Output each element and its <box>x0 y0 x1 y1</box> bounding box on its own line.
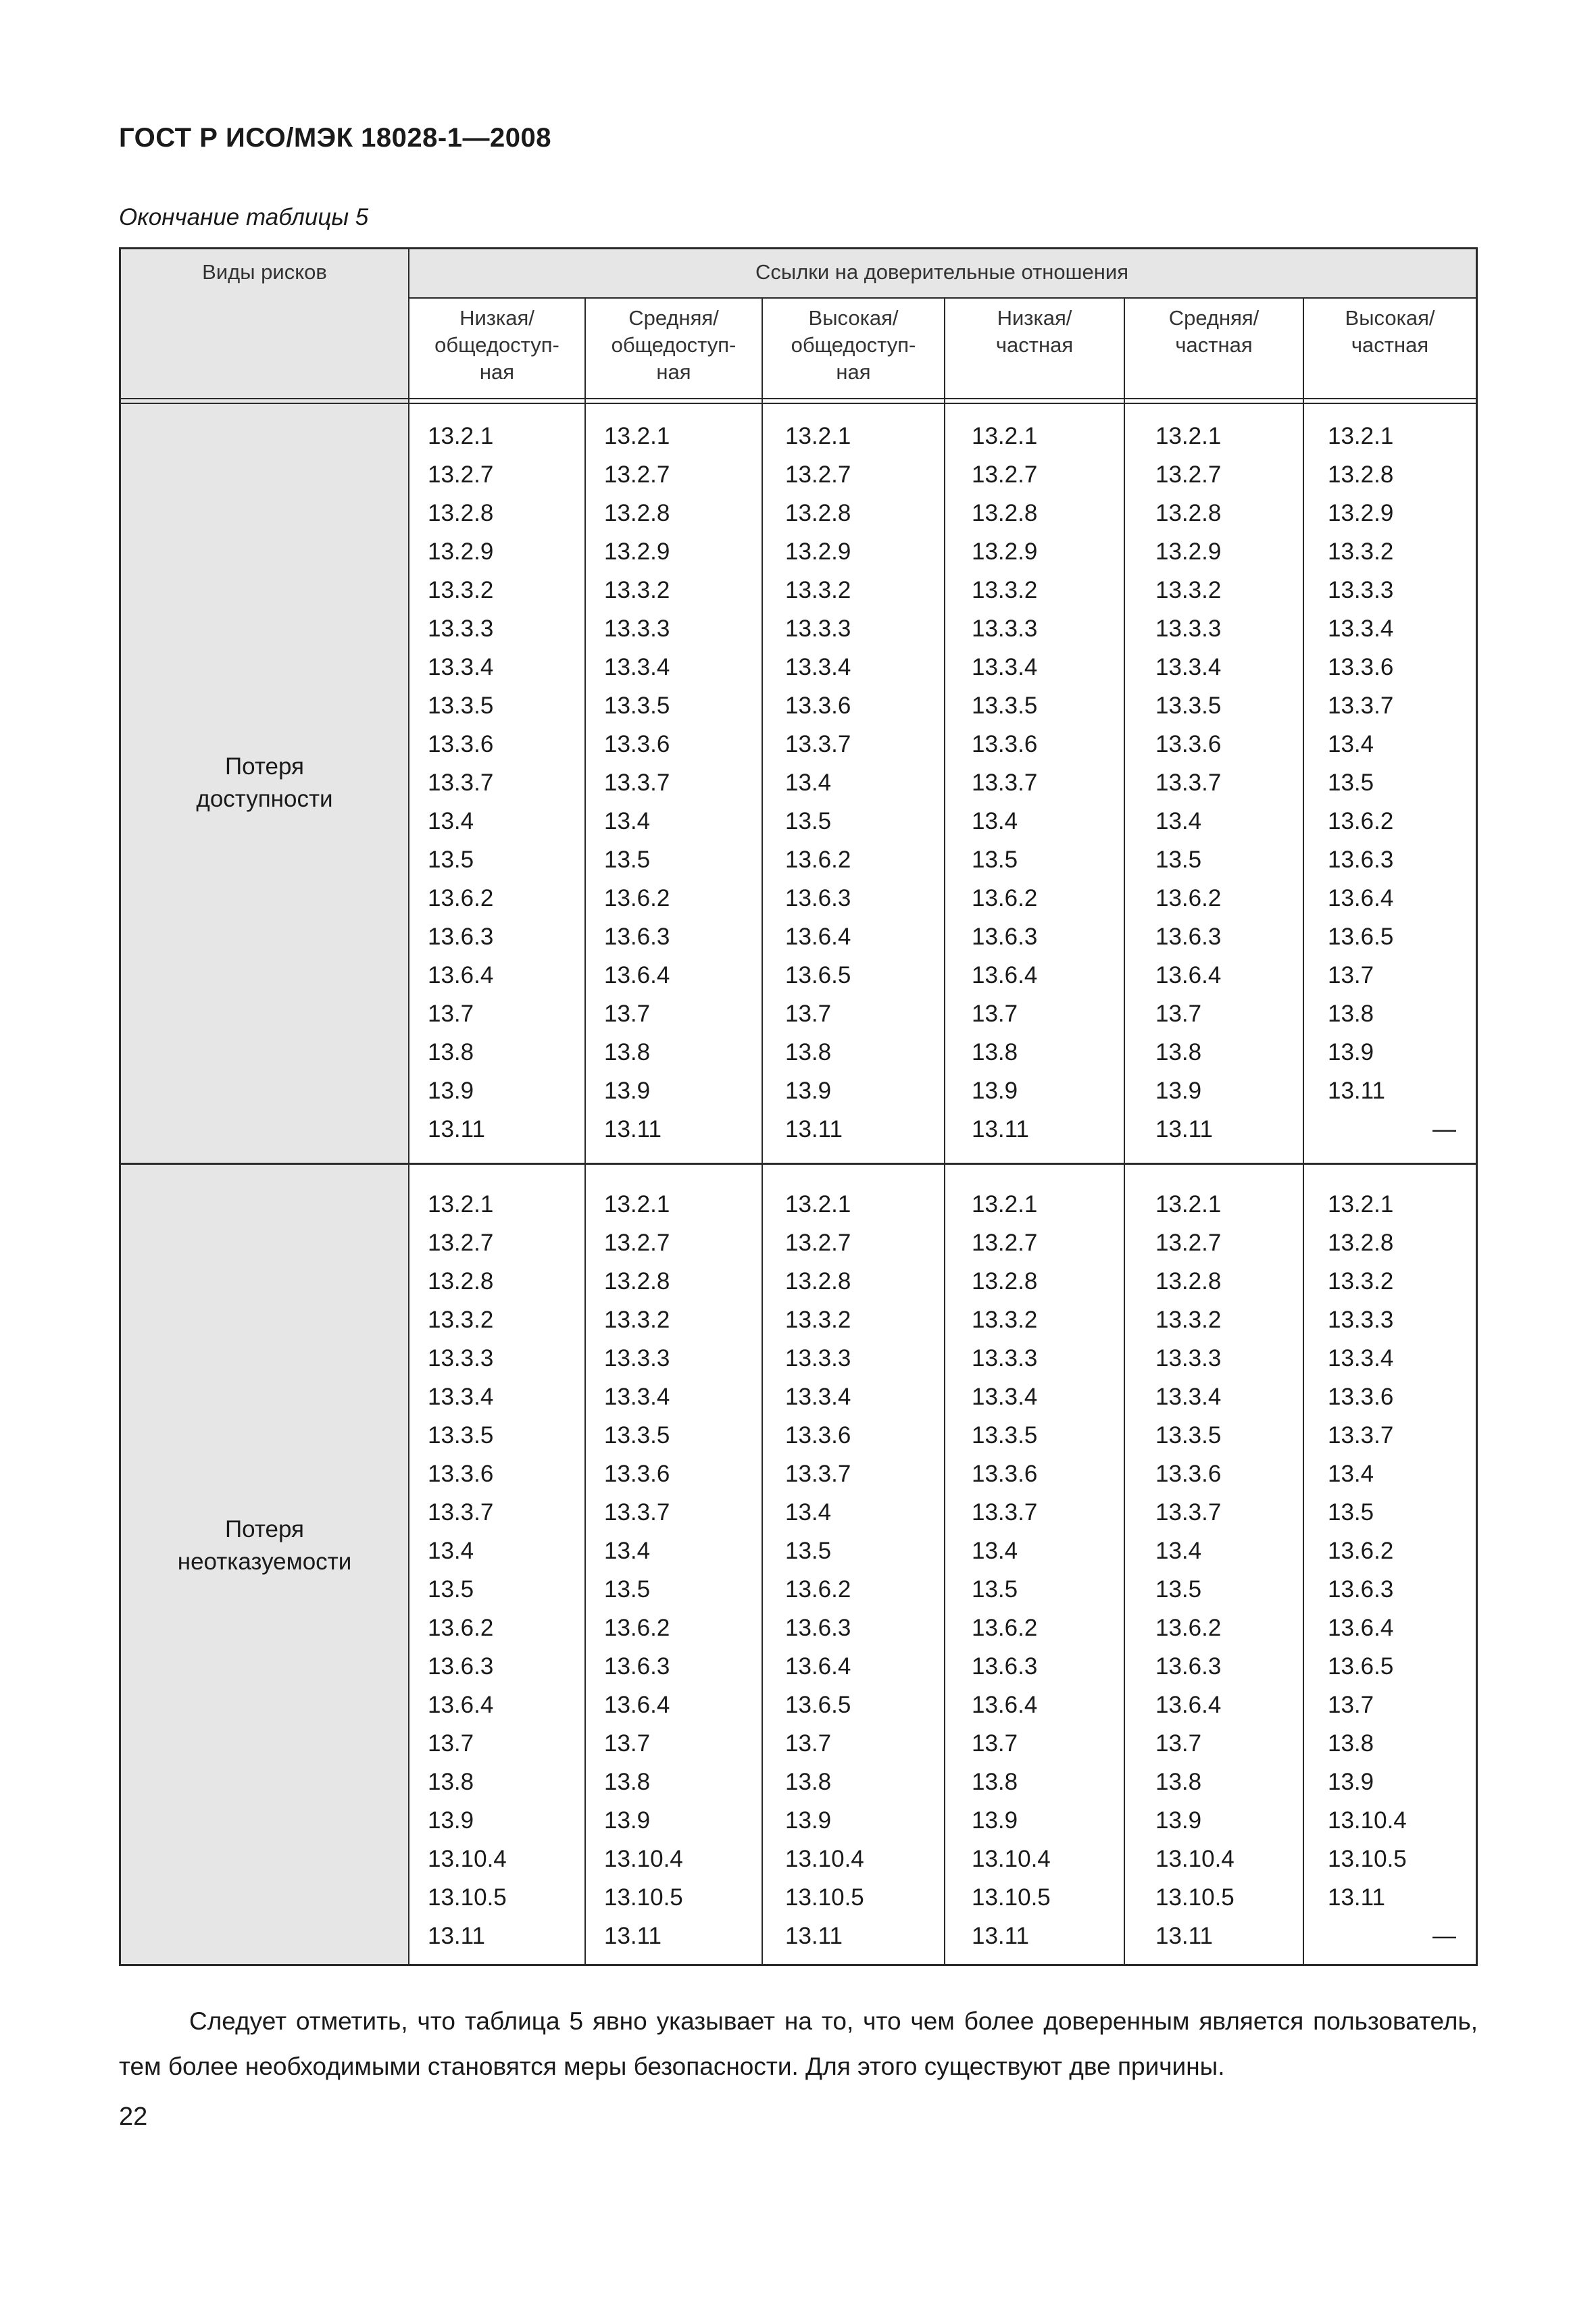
ref-cell: 13.3.2 <box>1328 1268 1394 1294</box>
ref-column <box>972 417 1120 1149</box>
header-divider <box>408 297 1476 299</box>
ref-cell: 13.2.8 <box>604 1268 670 1294</box>
ref-cell: 13.11 <box>1155 1116 1213 1142</box>
ref-cell: 13.7 <box>1328 1692 1374 1718</box>
ref-cell: 13.6.2 <box>428 885 494 911</box>
header-double-line-top <box>121 398 1476 399</box>
ref-cell: 13.6.2 <box>1328 1538 1394 1564</box>
ref-cell: 13.9 <box>1155 1078 1202 1104</box>
ref-cell: 13.3.5 <box>604 693 670 719</box>
ref-cell: 13.5 <box>428 847 474 873</box>
ref-cell: 13.7 <box>785 1730 832 1757</box>
ref-cell: 13.11 <box>428 1116 485 1142</box>
ref-cell: 13.3.5 <box>1155 1422 1222 1449</box>
ref-cell: 13.6.2 <box>604 1615 670 1641</box>
ref-cell: 13.3.2 <box>604 1307 670 1333</box>
ref-cell: 13.8 <box>972 1039 1018 1065</box>
ref-cell: 13.2.1 <box>785 1191 851 1217</box>
ref-cell: — <box>1432 1116 1456 1142</box>
ref-cell: 13.3.3 <box>972 615 1038 642</box>
group-divider <box>121 1163 1476 1165</box>
ref-cell: 13.2.7 <box>428 1230 494 1256</box>
ref-cell: 13.2.8 <box>1328 1230 1394 1256</box>
refs-header: Ссылки на доверительные отношения <box>755 260 1128 284</box>
column-rule <box>944 297 945 1964</box>
ref-cell: 13.3.2 <box>1155 1307 1222 1333</box>
ref-cell: 13.6.4 <box>1155 1692 1222 1718</box>
ref-cell: 13.6.2 <box>1328 808 1394 834</box>
ref-column <box>785 1185 941 1955</box>
ref-cell: 13.3.3 <box>785 1345 851 1372</box>
ref-cell: 13.4 <box>785 770 832 796</box>
ref-column <box>428 417 583 1149</box>
ref-cell: 13.2.7 <box>428 461 494 488</box>
ref-cell: 13.6.2 <box>1155 885 1222 911</box>
ref-cell: 13.3.3 <box>785 615 851 642</box>
column-rule <box>1303 297 1304 1964</box>
ref-cell: 13.6.2 <box>1155 1615 1222 1641</box>
ref-cell: 13.7 <box>785 1001 832 1027</box>
ref-cell: 13.4 <box>1328 731 1374 757</box>
column-header: Высокая/ частная <box>1345 306 1435 357</box>
header-double-line-bottom <box>121 403 1476 404</box>
table-caption: Окончание таблицы 5 <box>119 204 369 230</box>
ref-cell: 13.10.4 <box>1155 1846 1235 1872</box>
ref-cell: 13.11 <box>785 1923 843 1949</box>
ref-cell: 13.7 <box>1328 962 1374 988</box>
ref-cell: 13.3.7 <box>1155 770 1222 796</box>
ref-cell: 13.3.7 <box>1328 1422 1394 1449</box>
ref-cell: 13.3.4 <box>785 654 851 680</box>
ref-cell: 13.6.4 <box>972 962 1038 988</box>
ref-cell: 13.2.8 <box>1328 461 1394 488</box>
ref-cell: 13.8 <box>785 1769 832 1795</box>
ref-cell: 13.4 <box>604 1538 651 1564</box>
ref-cell: 13.2.7 <box>604 1230 670 1256</box>
ref-cell: 13.9 <box>785 1078 832 1104</box>
ref-column <box>604 1185 759 1955</box>
ref-cell: 13.2.7 <box>972 1230 1038 1256</box>
ref-cell: 13.6.3 <box>428 924 494 950</box>
ref-cell: 13.6.2 <box>785 1576 851 1603</box>
ref-cell: 13.3.6 <box>604 731 670 757</box>
ref-cell: 13.8 <box>428 1769 474 1795</box>
ref-cell: 13.6.2 <box>604 885 670 911</box>
ref-cell: 13.2.7 <box>604 461 670 488</box>
ref-column <box>604 417 759 1149</box>
ref-cell: 13.8 <box>604 1039 651 1065</box>
ref-cell: 13.3.4 <box>972 654 1038 680</box>
ref-cell: 13.3.4 <box>428 654 494 680</box>
ref-cell: 13.3.6 <box>1155 1461 1222 1487</box>
ref-cell: 13.9 <box>1328 1769 1374 1795</box>
body-paragraph: Следует отметить, что таблица 5 явно указывает на то, что чем более доверенным является пользователь, тем более необходимыми становятся меры безопасности. Для этого существуют две причины. <box>119 2007 1478 2080</box>
ref-cell: 13.3.6 <box>428 731 494 757</box>
ref-cell: 13.11 <box>428 1923 485 1949</box>
ref-cell: 13.2.1 <box>1328 1191 1394 1217</box>
ref-cell: 13.2.1 <box>604 423 670 449</box>
ref-cell: 13.3.7 <box>1328 693 1394 719</box>
column-rule <box>762 297 763 1964</box>
column-header: Средняя/ общедоступ- ная <box>611 306 737 384</box>
ref-cell: 13.2.8 <box>785 500 851 526</box>
ref-column <box>1328 1185 1474 1955</box>
ref-cell: 13.4 <box>1155 808 1202 834</box>
ref-cell: 13.9 <box>1155 1807 1202 1834</box>
ref-cell: 13.2.7 <box>1155 461 1222 488</box>
ref-cell: 13.8 <box>1328 1001 1374 1027</box>
ref-cell: 13.8 <box>972 1769 1018 1795</box>
ref-cell: 13.2.8 <box>428 1268 494 1294</box>
ref-cell: 13.2.1 <box>1155 423 1222 449</box>
ref-column <box>1328 417 1474 1149</box>
ref-cell: 13.2.8 <box>604 500 670 526</box>
ref-cell: 13.6.5 <box>1328 924 1394 950</box>
ref-cell: 13.6.3 <box>1328 847 1394 873</box>
ref-cell: 13.11 <box>1328 1884 1385 1911</box>
ref-cell: — <box>1432 1923 1456 1949</box>
ref-cell: 13.5 <box>1155 847 1202 873</box>
ref-cell: 13.9 <box>428 1807 474 1834</box>
ref-cell: 13.3.6 <box>604 1461 670 1487</box>
ref-cell: 13.6.5 <box>785 962 851 988</box>
ref-cell: 13.3.6 <box>785 693 851 719</box>
ref-cell: 13.6.3 <box>1155 924 1222 950</box>
ref-cell: 13.11 <box>785 1116 843 1142</box>
ref-cell: 13.3.2 <box>972 1307 1038 1333</box>
ref-cell: 13.2.7 <box>785 1230 851 1256</box>
ref-cell: 13.5 <box>1328 770 1374 796</box>
ref-cell: 13.3.3 <box>604 615 670 642</box>
ref-cell: 13.10.4 <box>1328 1807 1407 1834</box>
ref-cell: 13.10.5 <box>972 1884 1051 1911</box>
ref-cell: 13.6.2 <box>428 1615 494 1641</box>
ref-cell: 13.4 <box>1328 1461 1374 1487</box>
ref-cell: 13.5 <box>972 847 1018 873</box>
ref-cell: 13.10.4 <box>785 1846 864 1872</box>
ref-column <box>785 417 941 1149</box>
ref-cell: 13.3.6 <box>1328 654 1394 680</box>
ref-cell: 13.8 <box>1155 1039 1202 1065</box>
ref-cell: 13.2.1 <box>428 423 494 449</box>
ref-cell: 13.6.3 <box>785 1615 851 1641</box>
ref-cell: 13.8 <box>1328 1730 1374 1757</box>
ref-cell: 13.9 <box>604 1078 651 1104</box>
ref-cell: 13.3.2 <box>1155 577 1222 603</box>
ref-cell: 13.10.5 <box>1155 1884 1235 1911</box>
ref-cell: 13.3.4 <box>428 1384 494 1410</box>
ref-cell: 13.3.5 <box>428 693 494 719</box>
ref-cell: 13.2.1 <box>428 1191 494 1217</box>
ref-cell: 13.3.4 <box>604 654 670 680</box>
ref-cell: 13.2.8 <box>785 1268 851 1294</box>
ref-cell: 13.6.4 <box>1328 885 1394 911</box>
ref-cell: 13.3.7 <box>1155 1499 1222 1526</box>
ref-cell: 13.4 <box>428 1538 474 1564</box>
ref-cell: 13.10.5 <box>785 1884 864 1911</box>
ref-cell: 13.6.5 <box>1328 1653 1394 1680</box>
column-rule <box>1124 297 1125 1964</box>
ref-cell: 13.4 <box>428 808 474 834</box>
ref-cell: 13.6.4 <box>428 962 494 988</box>
ref-cell: 13.6.5 <box>785 1692 851 1718</box>
ref-cell: 13.3.5 <box>1155 693 1222 719</box>
ref-cell: 13.6.2 <box>785 847 851 873</box>
ref-cell: 13.10.4 <box>604 1846 683 1872</box>
ref-cell: 13.10.5 <box>604 1884 683 1911</box>
ref-cell: 13.3.4 <box>1328 615 1394 642</box>
ref-cell: 13.3.7 <box>785 1461 851 1487</box>
ref-cell: 13.3.7 <box>785 731 851 757</box>
ref-cell: 13.3.6 <box>972 731 1038 757</box>
ref-cell: 13.3.2 <box>785 1307 851 1333</box>
ref-cell: 13.3.2 <box>785 577 851 603</box>
ref-cell: 13.6.3 <box>1155 1653 1222 1680</box>
ref-cell: 13.3.3 <box>1155 1345 1222 1372</box>
ref-cell: 13.7 <box>972 1730 1018 1757</box>
ref-cell: 13.8 <box>604 1769 651 1795</box>
ref-cell: 13.2.7 <box>785 461 851 488</box>
document-header: ГОСТ Р ИСО/МЭК 18028-1—2008 <box>119 123 551 153</box>
ref-cell: 13.3.3 <box>972 1345 1038 1372</box>
ref-cell: 13.7 <box>428 1001 474 1027</box>
ref-cell: 13.11 <box>604 1923 662 1949</box>
ref-cell: 13.2.8 <box>972 500 1038 526</box>
ref-cell: 13.9 <box>972 1807 1018 1834</box>
ref-cell: 13.4 <box>972 808 1018 834</box>
ref-cell: 13.3.4 <box>1155 654 1222 680</box>
ref-cell: 13.8 <box>1155 1769 1202 1795</box>
ref-cell: 13.9 <box>1328 1039 1374 1065</box>
column-rule <box>584 297 586 1964</box>
ref-cell: 13.6.3 <box>785 885 851 911</box>
ref-cell: 13.3.3 <box>1155 615 1222 642</box>
risk-label-nonrepudiation: Потеря неотказуемости <box>177 1516 352 1575</box>
ref-cell: 13.5 <box>785 808 832 834</box>
ref-column <box>428 1185 583 1955</box>
ref-cell: 13.6.4 <box>785 924 851 950</box>
ref-cell: 13.2.9 <box>1328 500 1394 526</box>
ref-column <box>1155 417 1301 1149</box>
ref-cell: 13.3.5 <box>972 1422 1038 1449</box>
page-number: 22 <box>119 2103 148 2131</box>
ref-cell: 13.3.7 <box>604 1499 670 1526</box>
ref-cell: 13.7 <box>1155 1001 1202 1027</box>
ref-cell: 13.2.9 <box>428 538 494 565</box>
ref-cell: 13.5 <box>604 847 651 873</box>
ref-cell: 13.3.3 <box>1328 1307 1394 1333</box>
ref-cell: 13.3.6 <box>428 1461 494 1487</box>
ref-cell: 13.3.7 <box>972 1499 1038 1526</box>
ref-cell: 13.6.3 <box>972 1653 1038 1680</box>
ref-cell: 13.3.7 <box>428 770 494 796</box>
ref-cell: 13.3.3 <box>428 615 494 642</box>
ref-cell: 13.7 <box>1155 1730 1202 1757</box>
ref-cell: 13.3.6 <box>1155 731 1222 757</box>
ref-cell: 13.9 <box>604 1807 651 1834</box>
ref-cell: 13.3.2 <box>1328 538 1394 565</box>
ref-cell: 13.2.8 <box>972 1268 1038 1294</box>
ref-cell: 13.10.5 <box>1328 1846 1407 1872</box>
ref-cell: 13.8 <box>428 1039 474 1065</box>
ref-cell: 13.2.9 <box>1155 538 1222 565</box>
ref-cell: 13.3.5 <box>604 1422 670 1449</box>
ref-cell: 13.6.3 <box>604 924 670 950</box>
ref-cell: 13.11 <box>972 1116 1029 1142</box>
ref-cell: 13.3.2 <box>604 577 670 603</box>
ref-cell: 13.6.4 <box>604 962 670 988</box>
ref-cell: 13.7 <box>428 1730 474 1757</box>
ref-cell: 13.6.2 <box>972 1615 1038 1641</box>
ref-cell: 13.11 <box>1155 1923 1213 1949</box>
ref-cell: 13.5 <box>785 1538 832 1564</box>
ref-cell: 13.8 <box>785 1039 832 1065</box>
ref-cell: 13.6.3 <box>972 924 1038 950</box>
ref-cell: 13.7 <box>604 1001 651 1027</box>
ref-cell: 13.2.1 <box>604 1191 670 1217</box>
ref-cell: 13.11 <box>604 1116 662 1142</box>
ref-cell: 13.9 <box>785 1807 832 1834</box>
ref-cell: 13.4 <box>1155 1538 1202 1564</box>
ref-cell: 13.2.1 <box>785 423 851 449</box>
ref-cell: 13.6.4 <box>972 1692 1038 1718</box>
ref-cell: 13.6.3 <box>1328 1576 1394 1603</box>
ref-cell: 13.3.5 <box>972 693 1038 719</box>
ref-cell: 13.2.7 <box>1155 1230 1222 1256</box>
ref-cell: 13.11 <box>972 1923 1029 1949</box>
ref-cell: 13.2.9 <box>604 538 670 565</box>
ref-cell: 13.7 <box>972 1001 1018 1027</box>
ref-cell: 13.3.4 <box>604 1384 670 1410</box>
ref-cell: 13.2.9 <box>785 538 851 565</box>
risk-label-availability: Потеря доступности <box>196 753 333 812</box>
ref-cell: 13.2.1 <box>972 423 1038 449</box>
column-header: Низкая/ частная <box>995 306 1074 357</box>
ref-cell: 13.6.4 <box>428 1692 494 1718</box>
ref-cell: 13.3.3 <box>1328 577 1394 603</box>
ref-cell: 13.3.2 <box>428 1307 494 1333</box>
ref-cell: 13.6.4 <box>785 1653 851 1680</box>
ref-cell: 13.5 <box>972 1576 1018 1603</box>
ref-cell: 13.4 <box>972 1538 1018 1564</box>
ref-cell: 13.2.8 <box>428 500 494 526</box>
ref-cell: 13.5 <box>1328 1499 1374 1526</box>
ref-cell: 13.6.3 <box>604 1653 670 1680</box>
ref-cell: 13.6.2 <box>972 885 1038 911</box>
ref-cell: 13.3.6 <box>785 1422 851 1449</box>
ref-cell: 13.4 <box>604 808 651 834</box>
ref-cell: 13.10.4 <box>428 1846 507 1872</box>
ref-cell: 13.3.6 <box>972 1461 1038 1487</box>
ref-cell: 13.2.8 <box>1155 500 1222 526</box>
risk-column-shade <box>121 249 408 1964</box>
ref-cell: 13.2.1 <box>1155 1191 1222 1217</box>
ref-cell: 13.2.1 <box>972 1191 1038 1217</box>
ref-cell: 13.3.4 <box>1328 1345 1394 1372</box>
ref-cell: 13.2.8 <box>1155 1268 1222 1294</box>
column-header: Высокая/ общедоступ- ная <box>791 306 916 384</box>
ref-cell: 13.4 <box>785 1499 832 1526</box>
ref-cell: 13.6.4 <box>1328 1615 1394 1641</box>
ref-cell: 13.3.2 <box>972 577 1038 603</box>
ref-cell: 13.3.2 <box>428 577 494 603</box>
ref-cell: 13.5 <box>428 1576 474 1603</box>
ref-cell: 13.3.7 <box>604 770 670 796</box>
ref-cell: 13.10.5 <box>428 1884 507 1911</box>
column-header: Низкая/ общедоступ- ная <box>434 306 559 384</box>
risk-column-rule <box>408 249 409 1964</box>
ref-cell: 13.3.4 <box>785 1384 851 1410</box>
ref-cell: 13.2.7 <box>972 461 1038 488</box>
column-header: Средняя/ частная <box>1168 306 1260 357</box>
risk-header: Виды рисков <box>202 260 327 284</box>
ref-cell: 13.9 <box>972 1078 1018 1104</box>
ref-cell: 13.3.4 <box>1155 1384 1222 1410</box>
ref-cell: 13.5 <box>1155 1576 1202 1603</box>
ref-cell: 13.6.4 <box>604 1692 670 1718</box>
ref-cell: 13.3.3 <box>604 1345 670 1372</box>
ref-cell: 13.11 <box>1328 1078 1385 1104</box>
ref-cell: 13.3.4 <box>972 1384 1038 1410</box>
ref-cell: 13.3.7 <box>428 1499 494 1526</box>
ref-cell: 13.5 <box>604 1576 651 1603</box>
ref-cell: 13.3.3 <box>428 1345 494 1372</box>
ref-column <box>972 1185 1120 1955</box>
ref-cell: 13.3.6 <box>1328 1384 1394 1410</box>
ref-cell: 13.7 <box>604 1730 651 1757</box>
ref-column <box>1155 1185 1301 1955</box>
ref-cell: 13.3.7 <box>972 770 1038 796</box>
ref-cell: 13.9 <box>428 1078 474 1104</box>
ref-cell: 13.3.5 <box>428 1422 494 1449</box>
ref-cell: 13.10.4 <box>972 1846 1051 1872</box>
ref-cell: 13.2.1 <box>1328 423 1394 449</box>
ref-cell: 13.2.9 <box>972 538 1038 565</box>
references-table <box>119 247 1478 1966</box>
ref-cell: 13.6.4 <box>1155 962 1222 988</box>
ref-cell: 13.6.3 <box>428 1653 494 1680</box>
